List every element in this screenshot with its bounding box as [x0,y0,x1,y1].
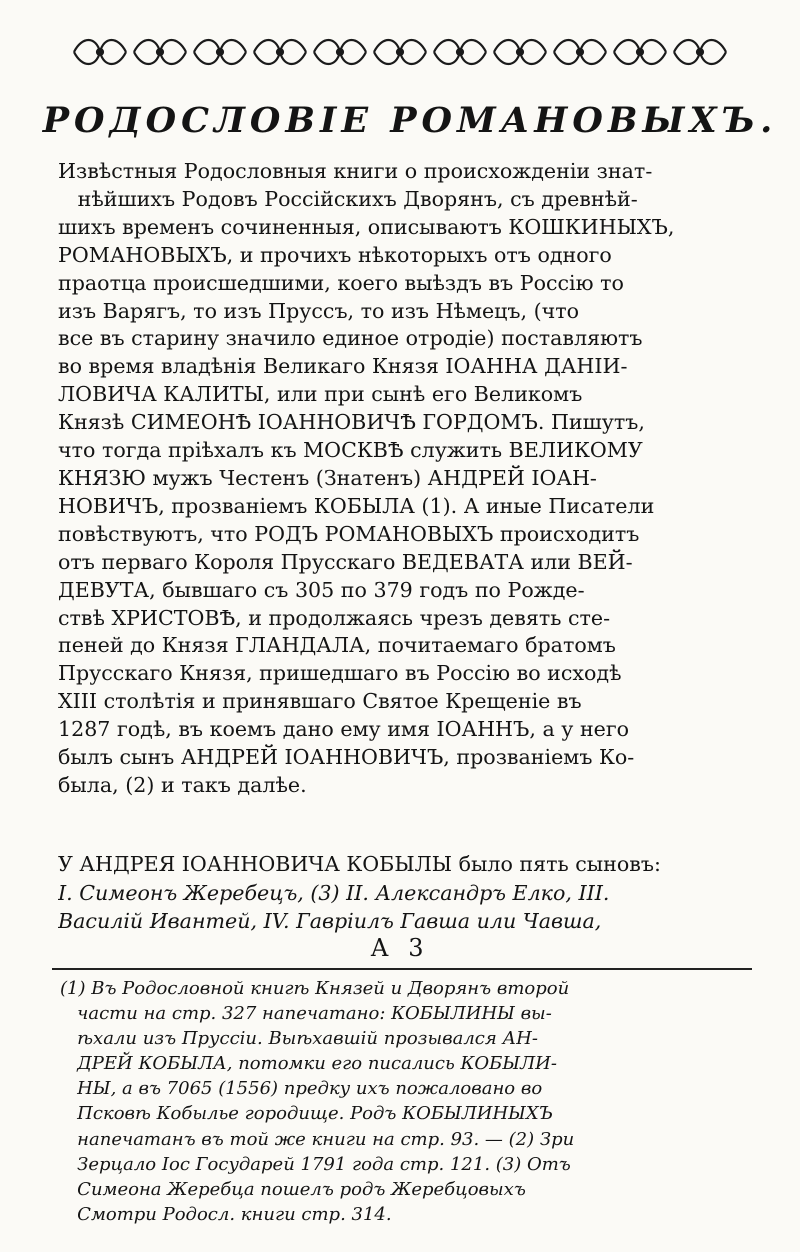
body-text-line: изъ Варягъ, то изъ Пруссъ, то изъ Нѣмецъ, (что [58,298,580,323]
body-text-line: РОМАНОВЫХЪ, и прочихъ нѣкоторыхъ отъ одного [58,242,612,267]
ornament-dot [517,49,523,55]
ornament-dot [157,49,163,55]
body-text-line: НОВИЧЪ, прозваніемъ КОБЫЛА (1). А иные Писатели [58,493,655,518]
ornament-dot [97,49,103,55]
body-text-line: КНЯЗЮ мужъ Честенъ (Знатенъ) АНДРЕЙ ІОАН- [58,465,597,490]
sons-intro-line: У АНДРЕЯ ІОАННОВИЧА КОБЫЛЫ было пять сыновъ: [58,852,661,876]
body-text-line: праотца происшедшими, коего выѣздъ въ Россію то [58,270,624,295]
body-text-line: во время владѣнія Великаго Князя ІОАННА ДАНІИ- [58,354,628,379]
main-paragraph [58,158,750,800]
ornament-dot [277,49,283,55]
footnotes [60,976,750,1227]
body-text-line: пеней до Князя ГЛАНДАЛА, почитаемаго братомъ [58,633,616,658]
ornament-dot [337,49,343,55]
body-text-line: шихъ временъ сочиненныя, описываютъ КОШКИНЫХЪ, [58,214,675,239]
footnote-line: Зерцало Іос Государей 1791 года стр. 121. (3) Отъ [60,1153,571,1175]
footnote-line: Смотри Родосл. книги стр. 314. [60,1203,392,1225]
body-text-line: нѣйшихъ Родовъ Россійскихъ Дворянъ, съ древнѣй- [58,186,638,211]
body-text-line: 1287 годѣ, въ коемъ дано ему имя ІОАННЪ, а у него [58,717,630,742]
body-text-line: XIII столѣтія и принявшаго Святое Крещеніе въ [58,689,582,714]
footnote-divider [52,968,752,970]
body-text-line: Извѣстныя Родословныя книги о происхожденіи знат- [58,159,653,183]
body-text-line: повѣствуютъ, что РОДЪ РОМАНОВЫХЪ происходитъ [58,521,640,546]
footnote-line: НЫ, а въ 7065 (1556) предку ихъ пожаловано во [60,1078,543,1100]
ornamental-header-border [70,28,730,76]
page-signature-mark: А 3 [370,934,430,962]
footnote-line: части на стр. 327 напечатано: КОБЫЛИНЫ вы- [60,1003,552,1025]
footnote-line: Псковѣ Кобылье городище. Родъ КОБЫЛИНЫХЪ [60,1103,554,1125]
body-text-line: ствѣ ХРИСТОВѢ, и продолжаясь чрезъ девять сте- [58,605,611,630]
body-text-line: Князѣ СИМЕОНѢ ІОАННОВИЧѢ ГОРДОМЪ. Пишутъ, [58,410,645,435]
sons-list-line: І. Симеонъ Жеребецъ, (3) II. Александръ Елко, III. [58,880,610,905]
body-text-line: что тогда пріѣхалъ къ МОСКВѢ служить ВЕЛИКОМУ [58,438,643,463]
body-text-line: былъ сынъ АНДРЕЙ ІОАННОВИЧЪ, прозваніемъ Ко- [58,745,635,770]
ornament-dot [577,49,583,55]
ornament-dot [637,49,643,55]
body-text-line: все въ старину значило единое отродіе) поставляютъ [58,326,643,351]
page-title: РОДОСЛОВІЕ РОМАНОВЫХЪ. [42,100,778,141]
ornament-dot [217,49,223,55]
body-text-line: Прусскаго Князя, пришедшаго въ Россію во исходѣ [58,661,622,686]
footnote-line: (1) Въ Родословной книгѣ Князей и Дворянъ второй [60,978,570,999]
body-text-line: ЛОВИЧА КАЛИТЫ, или при сынѣ его Великомъ [58,382,583,407]
body-text-line: отъ перваго Короля Прусскаго ВЕДЕВАТА или ВЕЙ- [58,549,633,574]
footnote-line: ѣхали изъ Пруссіи. Выѣхавшій прозывался АН- [60,1028,538,1050]
footnote-line: ДРЕЙ КОБЫЛА, потомки его писались КОБЫЛИ- [60,1053,557,1075]
footnote-line: Симеона Жеребца пошелъ родъ Жеребцовыхъ [60,1178,526,1200]
ornament-dot [697,49,703,55]
sons-list-line: Василій Ивантей, IV. Гавріилъ Гавша или Чавша, [58,909,602,933]
body-text-line: была, (2) и такъ далѣе. [58,772,307,797]
body-text-line: ДЕВУТА, бывшаго съ 305 по 379 годъ по Рожде- [58,577,585,602]
ornament-dot [397,49,403,55]
ornament-dot [457,49,463,55]
footnote-line: напечатанъ въ той же книги на стр. 93. — (2) Зри [60,1128,575,1150]
sons-paragraph [58,850,750,936]
